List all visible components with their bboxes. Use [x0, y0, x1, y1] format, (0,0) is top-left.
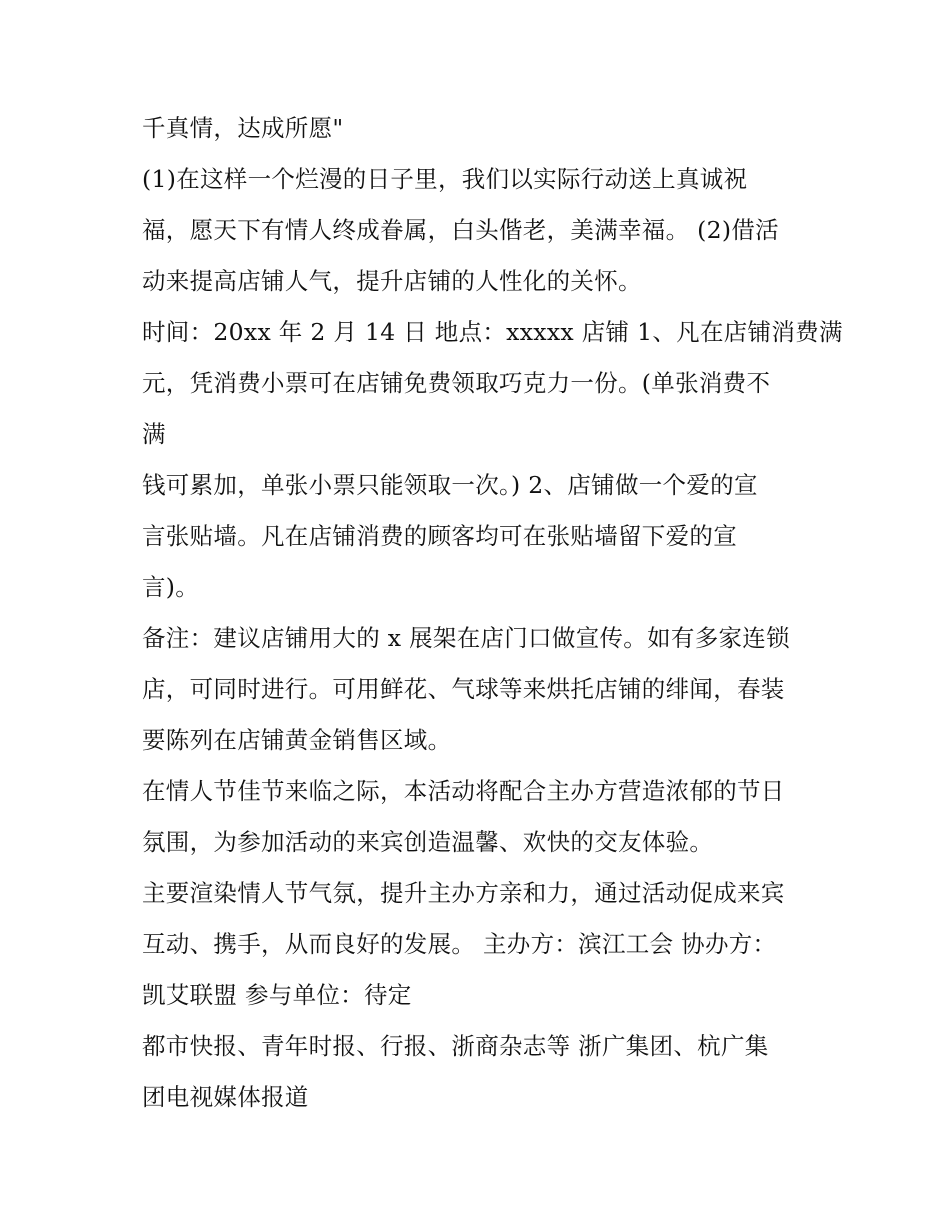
- text-line: 言张贴墙。凡在店铺消费的顾客均可在张贴墙留下爱的宣: [142, 522, 737, 550]
- text-line: 钱可累加，单张小票只能领取一次。) 2、店铺做一个爱的宣: [142, 471, 758, 499]
- text-line: 凯艾联盟 参与单位：待定: [142, 981, 412, 1009]
- text-line: 店，可同时进行。可用鲜花、气球等来烘托店铺的绯闻，春装: [142, 675, 785, 703]
- text-line: 满: [142, 420, 166, 448]
- text-line: 互动、携手，从而良好的发展。 主办方：滨江工会 协办方：: [142, 930, 777, 958]
- text-line: 要陈列在店铺黄金销售区域。: [142, 726, 452, 754]
- text-line: 氛围，为参加活动的来宾创造温馨、欢快的交友体验。: [142, 828, 714, 856]
- text-line: 主要渲染情人节气氛，提升主办方亲和力，通过活动促成来宾: [142, 879, 785, 907]
- text-line: 动来提高店铺人气，提升店铺的人性化的关怀。: [142, 267, 642, 295]
- text-line: 千真情，达成所愿": [142, 114, 344, 142]
- text-line: 都市快报、青年时报、行报、浙商杂志等 浙广集团、杭广集: [142, 1032, 769, 1060]
- text-line: 团电视媒体报道: [142, 1083, 309, 1111]
- text-line: 时间：20xx 年 2 月 14 日 地点：xxxxx 店铺 1、凡在店铺消费满: [142, 318, 843, 346]
- text-line: 言)。: [142, 573, 200, 601]
- text-line: 福，愿天下有情人终成眷属，白头偕老，美满幸福。 (2)借活: [142, 216, 779, 244]
- text-line: 在情人节佳节来临之际，本活动将配合主办方营造浓郁的节日: [142, 777, 785, 805]
- text-line: 备注：建议店铺用大的 x 展架在店门口做宣传。如有多家连锁: [142, 624, 790, 652]
- text-line: (1)在这样一个烂漫的日子里，我们以实际行动送上真诚祝: [142, 165, 748, 193]
- text-line: 元，凭消费小票可在店铺免费领取巧克力一份。(单张消费不: [142, 369, 771, 397]
